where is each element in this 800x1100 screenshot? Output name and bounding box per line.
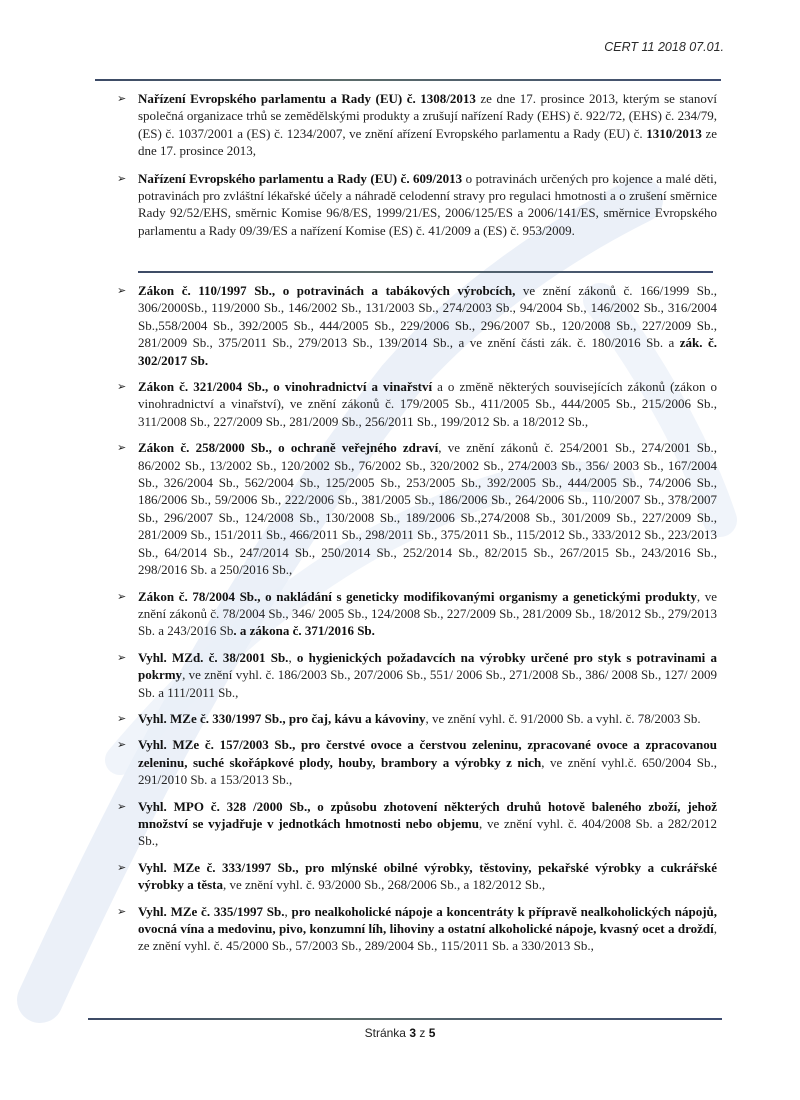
item-title-2: pro nealkoholické nápoje a koncentráty k přípravě nealkoholických nápojů, ovocná vína a medovinu, pivo, konzumní líh, lihoviny a ostatní alkoholické nápoje, kvasný ocet a droždí — [138, 903, 718, 936]
item-title: Zákon č. 78/2004 Sb., o nakládání s geneticky modifikovanými organismy a genetickými produkty — [138, 588, 697, 604]
item-text-2: , ve znění vyhl. č. 186/2003 Sb., 207/2006 Sb., 551/ 2006 Sb., 271/2008 Sb., 386/ 2008 Sb., 127/ 2009 Sb. a 111/2011 Sb., — [138, 667, 717, 700]
page-label: Stránka — [364, 1026, 410, 1040]
item-text: ze dne 17. prosince 2013, kterým se stanoví společná organizace trhů se zemědělskými produkty a zrušují nařízení Rady (EHS) č. 922/72, (EHS) č. 234/79, (ES) č. 1037/2001 a (ES) č. 1234/2007, ve znění ařízení Evropského parlamentu a Rady (EU) č. — [138, 91, 717, 141]
current-page: 3 — [409, 1026, 417, 1040]
item-title-2: o hygienických požadavcích na výrobky určené pro styk s potravinami a pokrmy — [138, 649, 718, 683]
arrow-bullet-icon: ➢ — [117, 380, 127, 394]
item-title: Zákon č. 321/2004 Sb., o vinohradnictví a vinařství — [138, 379, 433, 395]
list-item — [117, 588, 717, 640]
arrow-bullet-icon: ➢ — [117, 589, 127, 603]
item-text: , ve znění zákonů č. 78/2004 Sb., 346/ 2005 Sb., 124/2008 Sb., 227/2009 Sb., 281/2009 Sb., 18/2012 Sb., 279/2013 Sb. a 243/2016 Sb — [138, 588, 717, 639]
list-item — [117, 170, 717, 240]
item-text: , ve znění vyhl.č. 650/2004 Sb., 291/2010 Sb. a 153/2013 Sb., — [138, 754, 717, 788]
arrow-bullet-icon: ➢ — [117, 441, 127, 455]
legislation-group-national — [117, 282, 717, 955]
item-text: , ve znění zákonů č. 254/2001 Sb., 274/2001 Sb., 86/2002 Sb., 13/2002 Sb., 120/2002 Sb., 76/2002 Sb., 320/2002 Sb., 274/2003 Sb., 356/ 2003 Sb., 167/2004 Sb., 326/2004 Sb., 562/2004 Sb., 125/2005 Sb., 253/2005 Sb., 392/2005 Sb., 444/2005 Sb., 74/2006 Sb., 186/2006 Sb., 59/2006 Sb., 222/2006 Sb., 381/2005 Sb., 186/2006 Sb., 264/2006 Sb., 110/2007 Sb., 378/2007 Sb., 296/2007 Sb., 124/2008 Sb., 130/2008 Sb., 189/2006 Sb.,274/2008 Sb., 301/2009 Sb., 227/2009 Sb., 281/2009 Sb., 151/2011 Sb., 466/2011 Sb., 298/2011 Sb., 375/2011 Sb., 115/2012 Sb., 333/2012 Sb., 223/2013 Sb., 64/2014 Sb., 247/2014 Sb., 250/2014 Sb., 252/2014 Sb., 82/2015 Sb., 267/2015 Sb., 243/2016 Sb., 298/2016 Sb. a 250/2016 Sb., — [138, 440, 717, 578]
footer-divider — [88, 1018, 722, 1020]
arrow-bullet-icon: ➢ — [117, 171, 127, 185]
item-title: Vyhl. MZe č. 330/1997 Sb., pro čaj, kávu a kávoviny — [138, 710, 426, 726]
list-item — [117, 798, 717, 850]
item-text: , — [288, 649, 297, 665]
item-title: Vyhl. MZe č. 335/1997 Sb. — [138, 903, 285, 919]
arrow-bullet-icon: ➢ — [117, 284, 127, 297]
item-title: Nařízení Evropského parlamentu a Rady (EU) č. 609/2013 — [138, 170, 463, 186]
item-title-2: . a zákona č. 371/2016 Sb. — [233, 623, 375, 639]
list-item — [117, 710, 717, 727]
section-divider — [138, 271, 713, 273]
arrow-bullet-icon: ➢ — [117, 92, 127, 105]
item-title: Vyhl. MZe č. 333/1997 Sb., pro mlýnské obilné výrobky, těstoviny, pekařské výrobky a cukrářské výrobky a těsta — [138, 859, 717, 893]
list-item — [117, 439, 717, 578]
item-title: Nařízení Evropského parlamentu a Rady (EU) č. 1308/2013 — [138, 91, 476, 106]
legislation-group-eu — [117, 90, 717, 239]
list-item — [117, 378, 717, 430]
header-divider — [95, 79, 721, 81]
arrow-bullet-icon: ➢ — [117, 860, 127, 874]
list-item — [117, 859, 717, 894]
item-text-2: , ze znění vyhl. č. 45/2000 Sb., 57/2003 Sb., 289/2004 Sb., 115/2011 Sb. a 330/2013 Sb., — [138, 921, 717, 954]
page-separator: z — [416, 1026, 429, 1040]
item-text: o potravinách určených pro kojence a malé děti, potravinách pro zvláštní lékařské účely a náhradě celodenní stravy pro regulaci hmotnosti a o zrušení směrnice Rady 92/52/EHS, směrnic Komise 96/8/ES, 1999/21/ES, 2006/125/ES a 2006/141/ES, směrnice Evropského parlamentu a Rady 09/39/ES a nařízení Komise (ES) č. 41/2009 a (ES) č. 953/2009. — [138, 170, 717, 238]
item-title: Vyhl. MZe č. 157/2003 Sb., pro čerstvé ovoce a čerstvou zeleninu, zpracované ovoce a zpracovanou zeleninu, suché skořápkové plody, houby, brambory a výrobky z nich — [138, 737, 717, 770]
list-item — [117, 90, 717, 160]
item-text: , — [284, 903, 292, 919]
list-item — [117, 282, 717, 369]
item-text: , ve znění vyhl. č. 91/2000 Sb. a vyhl. č. 78/2003 Sb. — [425, 710, 701, 726]
arrow-bullet-icon: ➢ — [117, 799, 127, 813]
arrow-bullet-icon: ➢ — [117, 711, 127, 725]
item-text: , ve znění vyhl. č. 93/2000 Sb., 268/2006 Sb., a 182/2012 Sb., — [222, 877, 546, 893]
page-number — [0, 1026, 800, 1040]
item-title-2: zák. č. 302/2017 Sb. — [138, 335, 717, 368]
arrow-bullet-icon: ➢ — [117, 738, 127, 752]
item-title: Zákon č. 110/1997 Sb., o potravinách a tabákových výrobcích, — [138, 283, 516, 298]
item-text-2: ze dne 17. prosince 2013, — [138, 125, 717, 159]
item-title: Vyhl. MPO č. 328 /2000 Sb., o způsobu zhotovení některých druhů hotově baleného zboží, jehož množství se vyjadřuje v jednotkách hmotnosti nebo objemu — [138, 798, 717, 831]
item-text: a o změně některých souvisejících zákonů (zákon o vinohradnictví a vinařství), ve znění zákonů č. 179/2005 Sb., 411/2005 Sb., 444/2005 Sb., 215/2006 Sb., 311/2008 Sb., 227/2009 Sb., 281/2009 Sb., 256/2011 Sb., 199/2012 Sb. a 18/2012 Sb., — [138, 379, 717, 429]
arrow-bullet-icon: ➢ — [117, 904, 127, 918]
list-item — [117, 736, 717, 788]
item-title-2: 1310/2013 — [646, 125, 702, 141]
list-item — [117, 649, 717, 701]
total-pages: 5 — [428, 1026, 436, 1040]
item-text: ve znění zákonů č. 166/1999 Sb., 306/2000Sb., 119/2000 Sb., 146/2002 Sb., 131/2003 Sb., 274/2003 Sb., 94/2004 Sb., 146/2002 Sb., 316/2004 Sb.,558/2004 Sb., 392/2005 Sb., 444/2005 Sb., 229/2006 Sb., 296/2007 Sb., 120/2008 Sb., 227/2009 Sb., 281/2009 Sb., 375/2011 Sb., 279/2013 Sb., 139/2014 Sb., a ve znění části zák. č. 180/2016 Sb. a — [138, 283, 717, 351]
item-title: Zákon č. 258/2000 Sb., o ochraně veřejného zdraví — [138, 440, 439, 456]
item-title: Vyhl. MZd. č. 38/2001 Sb. — [138, 649, 289, 665]
arrow-bullet-icon: ➢ — [117, 650, 127, 664]
item-text: , ve znění vyhl. č. 404/2008 Sb. a 282/2012 Sb., — [138, 815, 718, 849]
document-reference: CERT 11 2018 07.01. — [604, 40, 724, 54]
list-item — [117, 903, 717, 955]
